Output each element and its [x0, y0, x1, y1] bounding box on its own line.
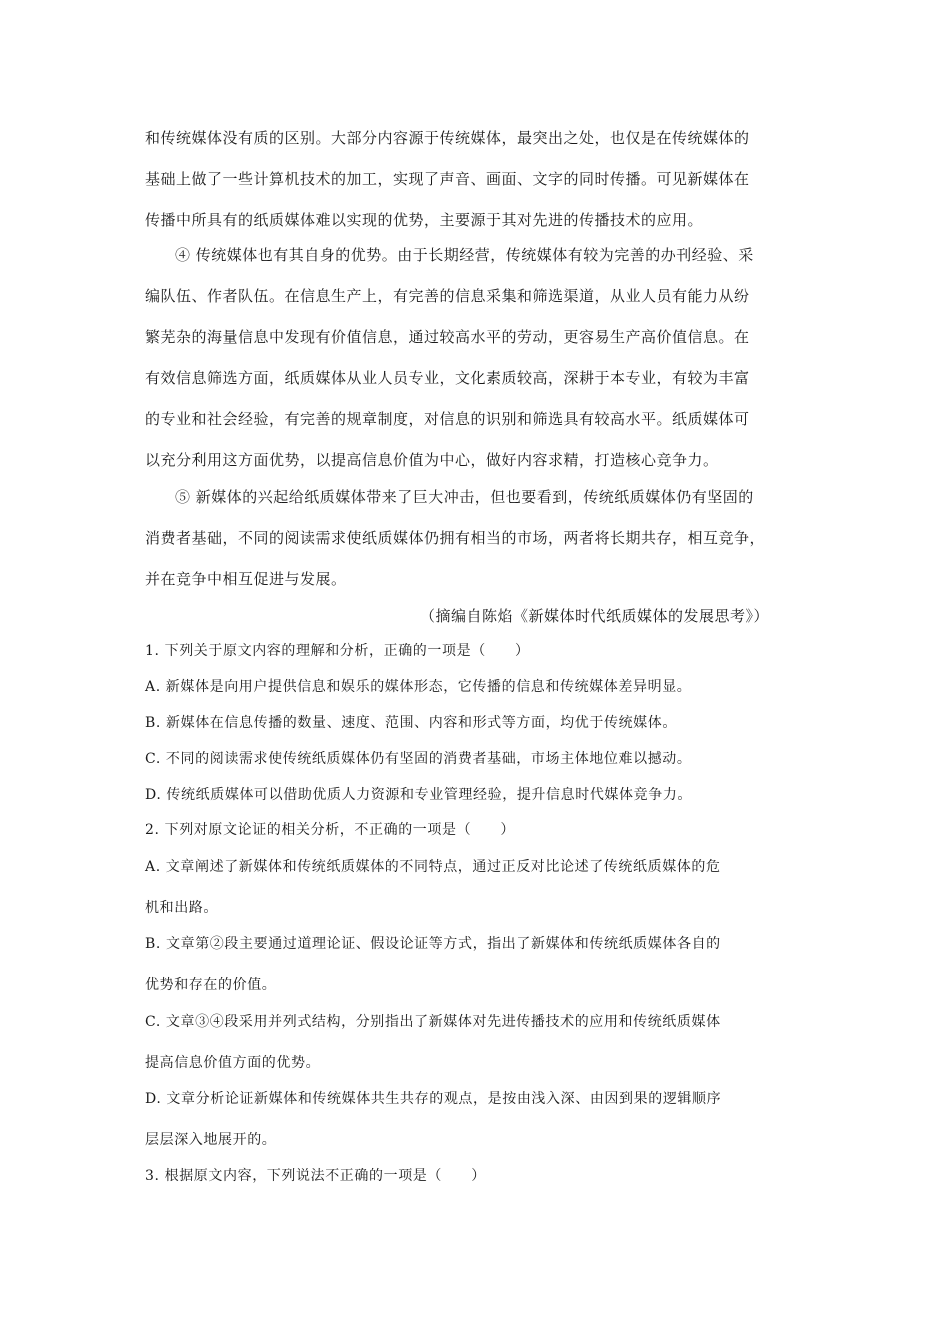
passage-p3-line-2: 基础上做了一些计算机技术的加工，实现了声音、画面、文字的同时传播。可见新媒体在 [145, 170, 750, 188]
passage-p4-line-4: 有效信息筛选方面，纸质媒体从业人员专业，文化素质较高，深耕于本专业，有较为丰富 [145, 369, 750, 387]
question-2-option-a: A. 文章阐述了新媒体和传统纸质媒体的不同特点，通过正反对比论述了传统纸质媒体的危 [145, 859, 721, 875]
passage-p5-line-3: 并在竞争中相互促进与发展。 [145, 570, 347, 588]
passage-source: （摘编自陈焰《新媒体时代纸质媒体的发展思考》） [420, 607, 770, 625]
passage-p5-line-1: ⑤ 新媒体的兴起给纸质媒体带来了巨大冲击，但也要看到，传统纸质媒体仍有坚固的 [175, 488, 754, 506]
passage-p4-line-2: 编队伍、作者队伍。在信息生产上，有完善的信息采集和筛选渠道，从业人员有能力从纷 [145, 287, 750, 305]
passage-p3-line-1: 和传统媒体没有质的区别。大部分内容源于传统媒体，最突出之处，也仅是在传统媒体的 [145, 129, 750, 147]
passage-p4-line-6: 以充分利用这方面优势，以提高信息价值为中心，做好内容求精，打造核心竞争力。 [145, 451, 719, 469]
question-2-option-a-cont: 机和出路。 [145, 900, 218, 916]
question-2-option-d-cont: 层层深入地展开的。 [145, 1132, 277, 1148]
question-2-option-c: C. 文章③④段采用并列式结构，分别指出了新媒体对先进传播技术的应用和传统纸质媒体 [145, 1014, 721, 1030]
question-2-stem: 2. 下列对原文论证的相关分析，不正确的一项是（ ） [145, 822, 516, 838]
question-1-stem: 1. 下列关于原文内容的理解和分析，正确的一项是（ ） [145, 643, 530, 659]
question-1-option-d: D. 传统纸质媒体可以借助优质人力资源和专业管理经验，提升信息时代媒体竞争力。 [145, 787, 693, 803]
question-2-option-d: D. 文章分析论证新媒体和传统媒体共生共存的观点，是按由浅入深、由因到果的逻辑顺序 [145, 1091, 722, 1107]
question-2-option-c-cont: 提高信息价值方面的优势。 [145, 1055, 321, 1071]
passage-p3-line-3: 传播中所具有的纸质媒体难以实现的优势，主要源于其对先进的传播技术的应用。 [145, 211, 704, 229]
question-2-option-b: B. 文章第②段主要通过道理论证、假设论证等方式，指出了新媒体和传统纸质媒体各自的 [145, 936, 721, 952]
passage-p4-line-1: ④ 传统媒体也有其自身的优势。由于长期经营，传统媒体有较为完善的办刊经验、采 [175, 246, 754, 264]
question-2-option-b-cont: 优势和存在的价值。 [145, 977, 277, 993]
passage-p4-line-3: 繁芜杂的海量信息中发现有价值信息，通过较高水平的劳动，更容易生产高价值信息。在 [145, 328, 750, 346]
question-1-option-c: C. 不同的阅读需求使传统纸质媒体仍有坚固的消费者基础，市场主体地位难以撼动。 [145, 751, 692, 767]
question-1-option-a: A. 新媒体是向用户提供信息和娱乐的媒体形态，它传播的信息和传统媒体差异明显。 [145, 679, 692, 695]
passage-p4-line-5: 的专业和社会经验，有完善的规章制度，对信息的识别和筛选具有较高水平。纸质媒体可 [145, 410, 750, 428]
passage-p5-line-2: 消费者基础，不同的阅读需求使纸质媒体仍拥有相当的市场，两者将长期共存，相互竞争， [145, 529, 766, 547]
question-3-stem: 3. 根据原文内容，下列说法不正确的一项是（ ） [145, 1168, 486, 1184]
question-1-option-b: B. 新媒体在信息传播的数量、速度、范围、内容和形式等方面，均优于传统媒体。 [145, 715, 677, 731]
